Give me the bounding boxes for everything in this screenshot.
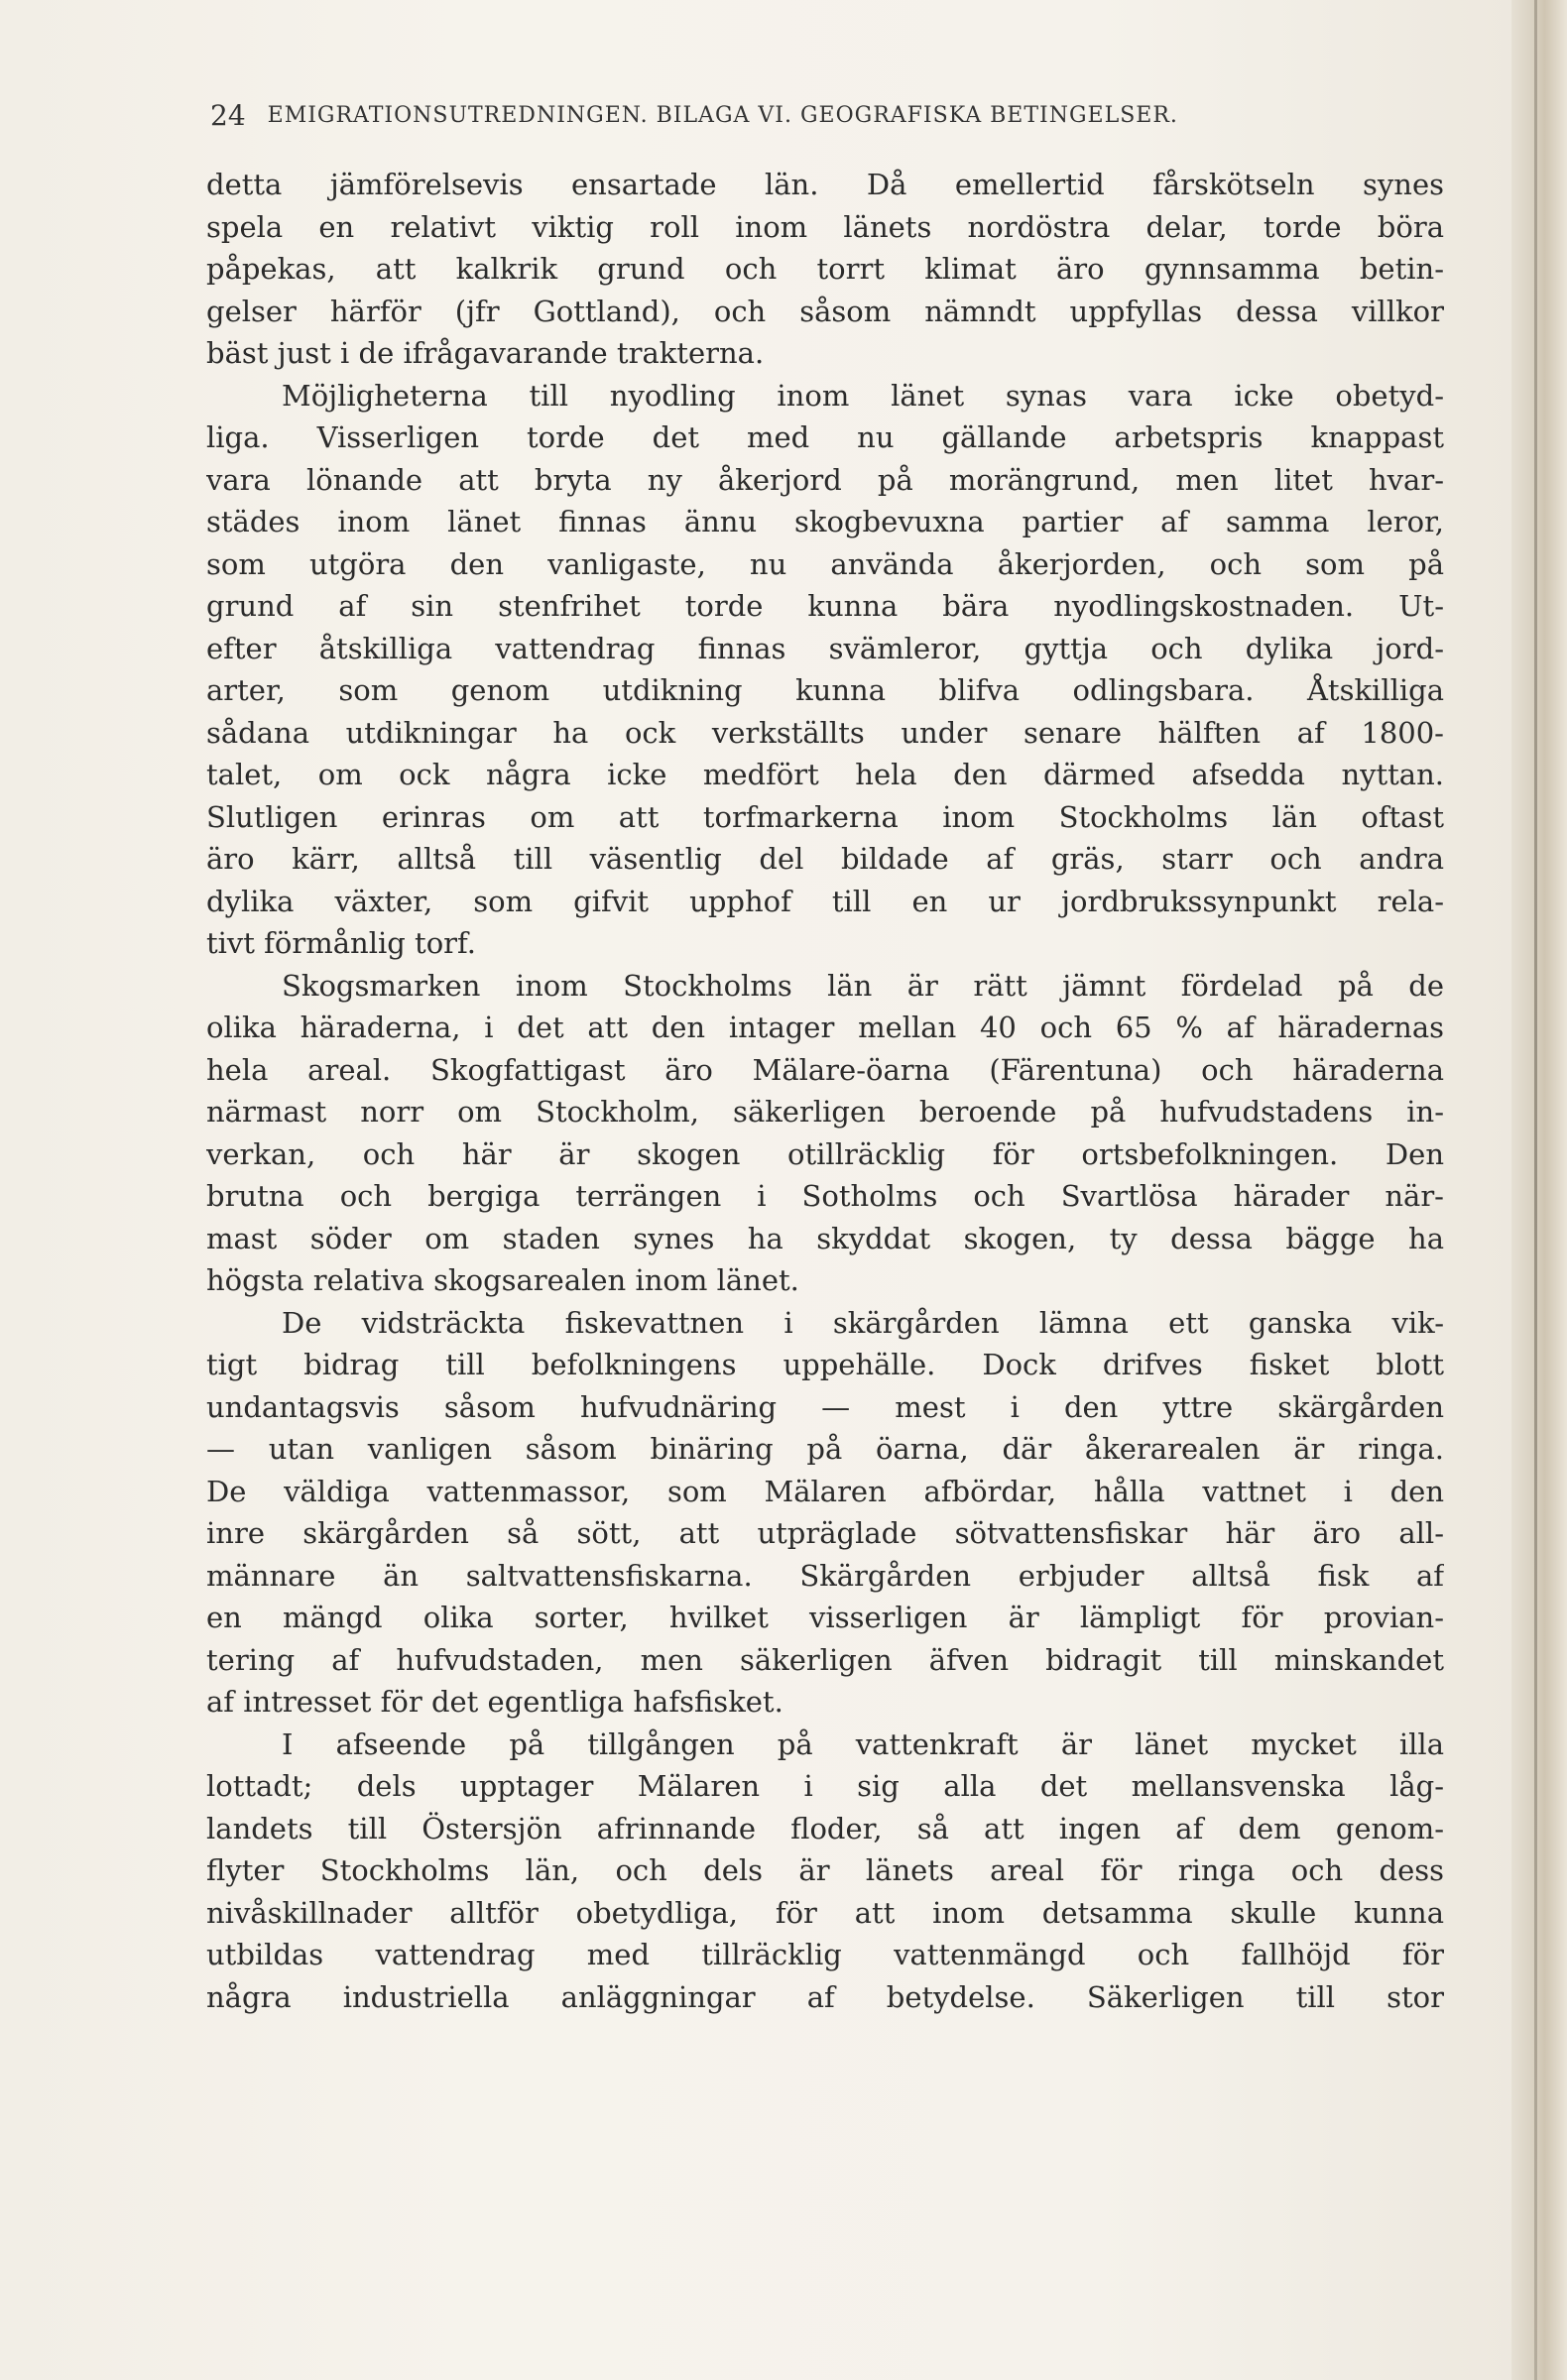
text-line: brutna och bergiga terrängen i Sotholms och Svartlösa härader när- (206, 1179, 1444, 1213)
text-line: Skogsmarken inom Stockholms län är rätt jämnt fördelad på de (282, 968, 1444, 1003)
text-line: verkan, och här är skogen otillräcklig för ortsbefolkningen. Den (206, 1136, 1444, 1171)
text-line: talet, om ock några icke medfört hela den därmed afsedda nyttan. (206, 758, 1444, 791)
text-line: arter, som genom utdikning kunna blifva odlingsbara. Åtskilliga (206, 673, 1444, 707)
text-line: dylika växter, som gifvit upphof till en ur jordbrukssynpunkt rela- (206, 884, 1444, 918)
text-line: detta jämförelsevis ensartade län. Då emellertid fårskötseln synes (206, 168, 1444, 201)
text-line: — utan vanligen såsom binäring på öarna, där åkerarealen är ringa. (206, 1432, 1444, 1466)
text-line: Slutligen erinras om att torfmarkerna inom Stockholms län oftast (206, 799, 1444, 834)
text-line: männare än saltvattensfiskarna. Skärgården erbjuder alltså fisk af (206, 1558, 1444, 1593)
text-line: De vidsträckta fiskevattnen i skärgården lämna ett ganska vik- (282, 1305, 1444, 1340)
body-text (206, 164, 1444, 2018)
text-line: nivåskillnader alltför obetydliga, för att inom detsamma skulle kunna (206, 1895, 1444, 1930)
text-line: I afseende på tillgången på vattenkraft är länet mycket illa (282, 1726, 1444, 1761)
text-line: tering af hufvudstaden, men säkerligen äfven bidragit till minskandet (206, 1642, 1444, 1677)
text-line: Möjligheterna till nyodling inom länet synas vara icke obetyd- (282, 378, 1444, 413)
text-line: några industriella anläggningar af betydelse. Säkerligen till stor (206, 1979, 1444, 2014)
text-line: vara lönande att bryta ny åkerjord på morängrund, men litet hvar- (206, 462, 1444, 497)
text-line: högsta relativa skogsarealen inom länet. (206, 1263, 799, 1297)
text-line: efter åtskilliga vattendrag finnas svämleror, gyttja och dylika jord- (206, 631, 1444, 665)
text-line: påpekas, att kalkrik grund och torrt klimat äro gynnsamma betin- (206, 252, 1444, 286)
text-line: landets till Östersjön afrinnande floder, så att ingen af dem genom- (206, 1811, 1444, 1845)
text-line: utbildas vattendrag med tillräcklig vattenmängd och fallhöjd för (206, 1938, 1444, 1971)
text-line: spela en relativt viktig roll inom länets nordöstra delar, torde böra (206, 209, 1444, 244)
text-line: som utgöra den vanligaste, nu använda åkerjorden, och som på (206, 546, 1444, 581)
text-line: De väldiga vattenmassor, som Mälaren afbördar, hålla vattnet i den (206, 1474, 1444, 1508)
running-header (210, 95, 1460, 135)
text-line: mast söder om staden synes ha skyddat skogen, ty dessa bägge ha (206, 1221, 1444, 1255)
text-line: hela areal. Skogfattigast äro Mälare-öarna (Färentuna) och häraderna (206, 1052, 1444, 1087)
page-number: 24 (210, 98, 246, 132)
text-line: grund af sin stenfrihet torde kunna bära nyodlingskostnaden. Ut- (206, 589, 1444, 623)
running-title: EMIGRATIONSUTREDNINGEN. BILAGA VI. GEOGRAFISKA BETINGELSER. (267, 102, 1178, 128)
page-binding-shadow (1534, 0, 1537, 2380)
text-line: undantagsvis såsom hufvudnäring — mest i den yttre skärgården (206, 1389, 1444, 1424)
text-line: en mängd olika sorter, hvilket visserligen är lämpligt för provian- (206, 1601, 1444, 1634)
text-line: tigt bidrag till befolkningens uppehälle. Dock drifves fisket blott (206, 1348, 1444, 1381)
text-line: lottadt; dels upptager Mälaren i sig alla det mellansvenska låg- (206, 1769, 1444, 1803)
text-line: gelser härför (jfr Gottland), och såsom nämndt uppfyllas dessa villkor (206, 294, 1444, 328)
text-line: liga. Visserligen torde det med nu gällande arbetspris knappast (206, 420, 1444, 454)
text-line: af intresset för det egentliga hafsfisket. (206, 1685, 784, 1719)
text-line: äro kärr, alltså till väsentlig del bildade af gräs, starr och andra (206, 842, 1444, 876)
page-binding-edge (1511, 0, 1567, 2380)
text-line: sådana utdikningar ha ock verkställts under senare hälften af 1800- (206, 715, 1444, 750)
text-line: inre skärgården så sött, att utpräglade sötvattensfiskar här äro all- (206, 1516, 1444, 1550)
text-line: flyter Stockholms län, och dels är länets areal för ringa och dess (206, 1853, 1444, 1887)
text-line: olika häraderna, i det att den intager mellan 40 och 65 % af häradernas (206, 1011, 1444, 1044)
text-line: tivt förmånlig torf. (206, 926, 476, 960)
text-line: närmast norr om Stockholm, säkerligen beroende på hufvudstadens in- (206, 1095, 1444, 1129)
text-line: städes inom länet finnas ännu skogbevuxna partier af samma leror, (206, 505, 1444, 538)
text-line: bäst just i de ifrågavarande trakterna. (206, 336, 765, 370)
